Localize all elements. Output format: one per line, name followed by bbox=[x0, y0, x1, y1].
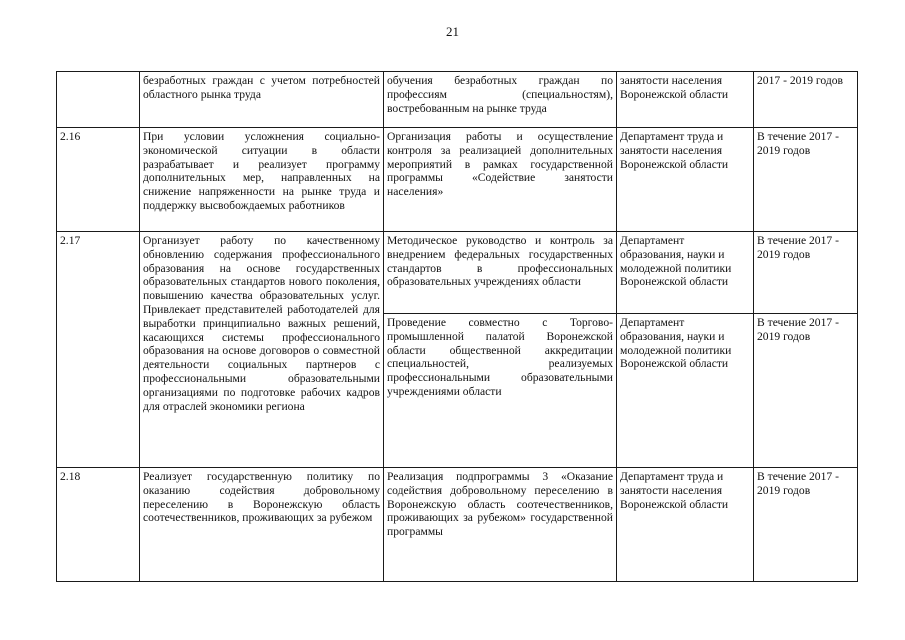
term-cell: 2017 - 2019 годов bbox=[754, 72, 858, 128]
term-cell: В течение 2017 - 2019 годов bbox=[754, 468, 858, 582]
function-cell: безработных граждан с учетом потребностей областного рынка труда bbox=[140, 72, 384, 128]
item-number: 2.16 bbox=[57, 128, 140, 232]
term-cell: В течение 2017 - 2019 годов bbox=[754, 232, 858, 314]
function-cell: Реализует государственную политику по оказанию содействия добровольному переселению в Воронежскую область соотечественников, проживающих за рубежом bbox=[140, 468, 384, 582]
activity-cell: Организация работы и осуществление контроля за реализацией дополнительных мероприятий в рамках государственной программы «Содействие занятости населения» bbox=[384, 128, 617, 232]
term-cell: В течение 2017 - 2019 годов bbox=[754, 128, 858, 232]
function-cell: При условии усложнения социально-экономической ситуации в области разрабатывает и реализует программу дополнительных мер, направленных на снижение напряженности на рынке труда и поддержку высвобождаемых работников bbox=[140, 128, 384, 232]
activity-cell: Проведение совместно с Торгово-промышленной палатой Воронежской области общественной аккредитации специальностей, реализуемых профессиональными образовательными учреждениями области bbox=[384, 314, 617, 468]
department-cell: Департамент труда и занятости населения Воронежской области bbox=[617, 128, 754, 232]
activity-cell: Реализация подпрограммы 3 «Оказание содействия добровольному переселению в Воронежскую область соотечественников, проживающих за рубежом» государственной программы bbox=[384, 468, 617, 582]
item-number: 2.17 bbox=[57, 232, 140, 468]
page-number: 21 bbox=[446, 24, 459, 39]
function-cell: Организует работу по качественному обновлению содержания профессионального образования на основе государственных образовательных стандартов нового поколения, повышению качества образовательных услуг. Привлекает представителей работодателей для выработки принципиально важных решений, касающихся системы профессионального образования на основе договоров о совместной деятельности социальных партнеров с профессиональными образовательными организациями по подготовке рабочих кадров для отраслей экономики региона bbox=[140, 232, 384, 468]
department-cell: Департамент образования, науки и молодежной политики Воронежской области bbox=[617, 314, 754, 468]
department-cell: Департамент труда и занятости населения Воронежской области bbox=[617, 468, 754, 582]
department-cell: занятости населения Воронежской области bbox=[617, 72, 754, 128]
department-cell: Департамент образования, науки и молодежной политики Воронежской области bbox=[617, 232, 754, 314]
table-row bbox=[57, 128, 858, 232]
activity-cell: обучения безработных граждан по профессиям (специальностям), востребованным на рынке труда bbox=[384, 72, 617, 128]
activity-cell: Методическое руководство и контроль за внедрением федеральных государственных стандартов в профессиональных образовательных учреждениях области bbox=[384, 232, 617, 314]
measures-table bbox=[56, 71, 858, 582]
table-row bbox=[57, 72, 858, 128]
table-row bbox=[57, 232, 858, 314]
table-row bbox=[57, 468, 858, 582]
item-number bbox=[57, 72, 140, 128]
item-number: 2.18 bbox=[57, 468, 140, 582]
term-cell: В течение 2017 - 2019 годов bbox=[754, 314, 858, 468]
